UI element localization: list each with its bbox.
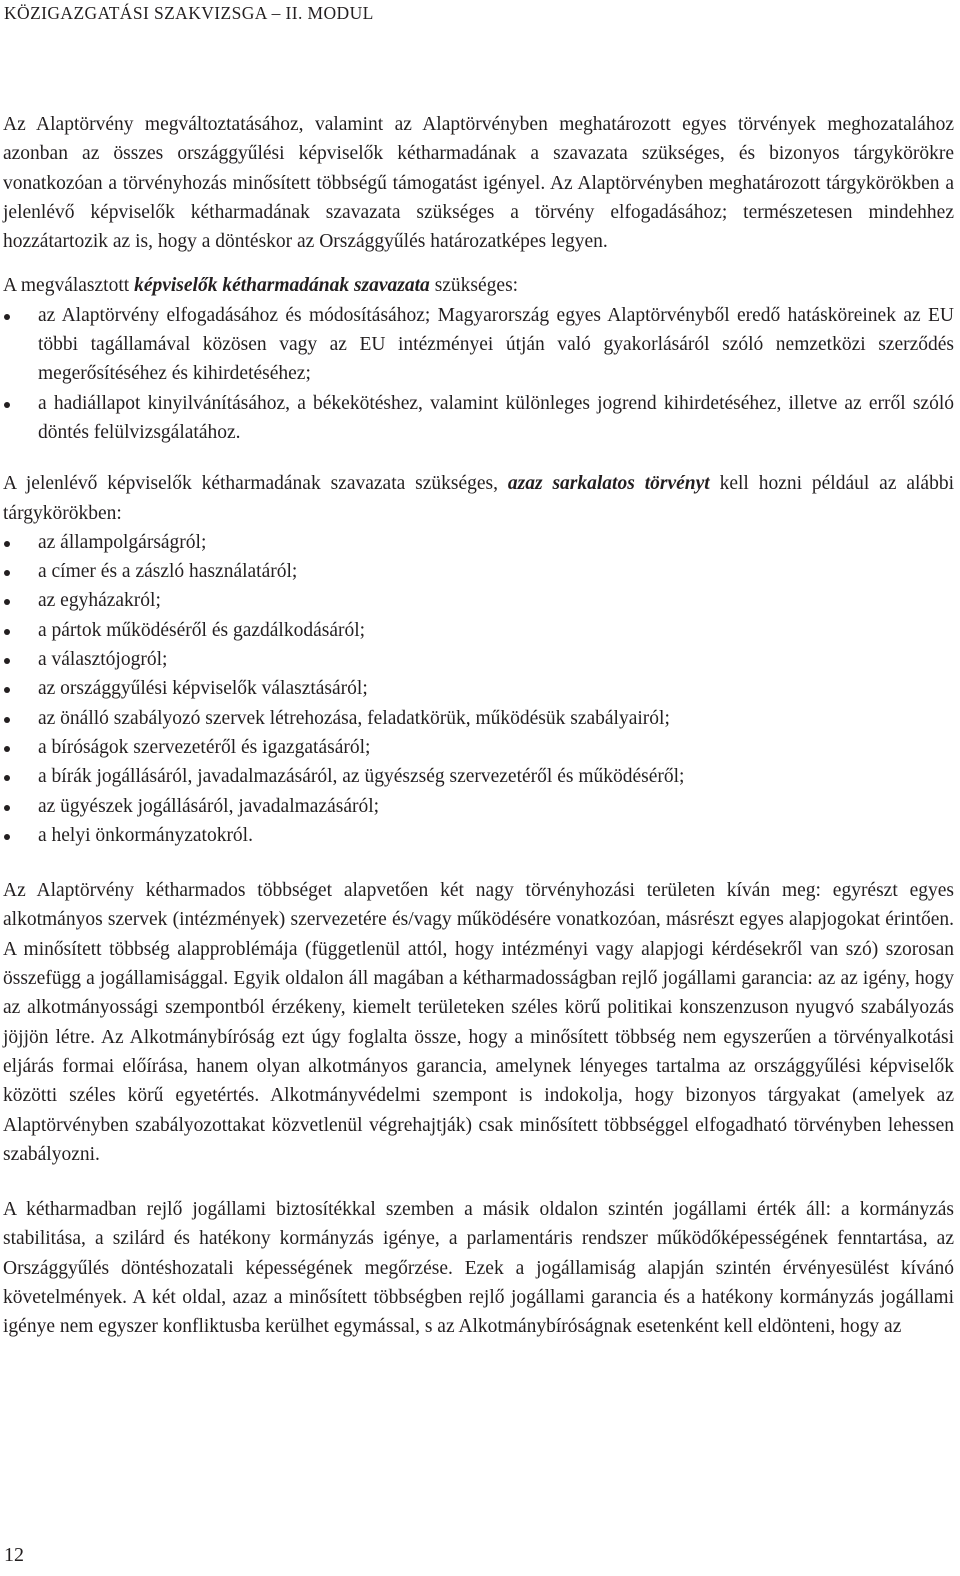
emphasis-text: azaz sarkalatos törvényt: [507, 473, 710, 495]
list-item: az országgyűlési képviselők választásáról;: [3, 674, 954, 703]
list-item: az Alaptörvény elfogadásához és módosításához; Magyarország egyes Alaptörvényből eredő hatásköreinek az EU többi tagállamával közösen vagy az EU intézményei útján való gyakorlásáról szóló nemzetközi szerződés megerősítéséhez és kihirdetéséhez;: [3, 301, 954, 389]
paragraph-text: kell hozni például az alábbi tárgykörökben:: [3, 473, 955, 524]
list-item: az ügyészek jogállásáról, javadalmazásáról;: [3, 792, 954, 821]
page-number: 12: [4, 1544, 24, 1566]
page-body: [3, 110, 954, 1342]
list-item: az önálló szabályozó szervek létrehozása, feladatkörük, működésük szabályairól;: [3, 704, 954, 733]
paragraph-cardinal-laws: [3, 469, 954, 528]
list-item: a bíróságok szervezetéről és igazgatásáról;: [3, 733, 954, 762]
paragraph-text: A megválasztott: [3, 275, 135, 297]
list-item: az állampolgárságról;: [3, 528, 954, 557]
list-item: a bírák jogállásáról, javadalmazásáról, az ügyészség szervezetéről és működéséről;: [3, 762, 954, 791]
list-item: a címer és a zászló használatáról;: [3, 557, 954, 586]
bullet-list-elected: [3, 301, 954, 447]
list-item: az egyházakról;: [3, 586, 954, 615]
paragraph-rule-of-law: A kétharmadban rejlő jogállami biztosítékkal szemben a másik oldalon szintén jogállami érték áll: a kormányzás stabilitása, a szilárd és hatékony kormányzás igénye, a parlamentáris rendszer működőképességének fenntartása, az Országgyűlés döntéshozatali képességének megőrzése. Ezek a jogállamiság alapján szintén érvényesülést kívánó követelmények. A két oldal, azaz a minősített többségben rejlő jogállami garancia és a hatékony kormányzás jogállami igénye nem egyszer konfliktusba kerülhet egymással, s az Alkotmánybíróságnak esetenként kell eldönteni, hogy az: [3, 1199, 954, 1338]
paragraph-text: szükséges:: [429, 275, 519, 297]
paragraph-two-thirds-majority: Az Alaptörvény kétharmados többséget alapvetően két nagy törvényhozási területen kíván meg: egyrészt egyes alkotmányos szervek (intézmények) szervezetére és/vagy működésére vonatkozóan, másrészt egyes alapjogokat érintően. A minősített többség alapproblémája (függetlenül attól, hogy intézményi vagy alapjogi kérdésekről van szó) szorosan összefügg a jogállamisággal. Egyik oldalon áll magában a kétharmadosságban rejlő jogállami garancia: az az igény, hogy az alkotmányossági szempontból érzékeny, kiemelt területeken széles körű politikai konszenzuson nyugvó szabályozás jöjjön létre. Az Alkotmánybíróság ezt úgy foglalta össze, hogy a minősített többség nem egyszerűen a törvényalkotási eljárás formai előírása, hanem olyan alkotmányos garancia, amelynek lényeges tartalma az országgyűlési képviselők közötti széles körű egyetértés. Alkotmányvédelmi szempont is indokolja, hogy bizonyos tárgyakat (amelyek az Alaptörvényben szabályozottakat közvetlenül végrehajtják) csak minősített többséggel elfogadható törvényben lehessen szabályozni.: [3, 880, 954, 1165]
list-item: a pártok működéséről és gazdálkodásáról;: [3, 616, 954, 645]
paragraph-text: A jelenlévő képviselők kétharmadának szavazata szükséges,: [3, 473, 508, 495]
paragraph-constitution-amendment: Az Alaptörvény megváltoztatásához, valamint az Alaptörvényben meghatározott egyes törvények meghozatalához azonban az összes országgyűlési képviselők kétharmadának a szavazata szükséges, és bizonyos tárgykörökre vonatkozóan a törvényhozás minősített többségű támogatást igényel. Az Alaptörvényben meghatározott tárgykörökben a jelenlévő képviselők kétharmadának szavazata szükséges a törvény elfogadásához; természetesen mindehhez hozzátartozik az is, hogy a döntéskor az Országgyűlés határozatképes legyen.: [3, 114, 954, 253]
emphasis-text: képviselők kétharmadának szavazata: [134, 275, 430, 297]
bullet-list-cardinal: [3, 528, 954, 850]
running-head: KÖZIGAZGATÁSI SZAKVIZSGA – II. MODUL: [4, 3, 374, 23]
list-item: a helyi önkormányzatokról.: [3, 821, 954, 850]
list-item: a hadiállapot kinyilvánításához, a békekötéshez, valamint különleges jogrend kihirdetéséhez, illetve az erről szóló döntés felülvizsgálatához.: [3, 389, 954, 448]
list-item: a választójogról;: [3, 645, 954, 674]
paragraph-elected-representatives: [3, 271, 954, 300]
